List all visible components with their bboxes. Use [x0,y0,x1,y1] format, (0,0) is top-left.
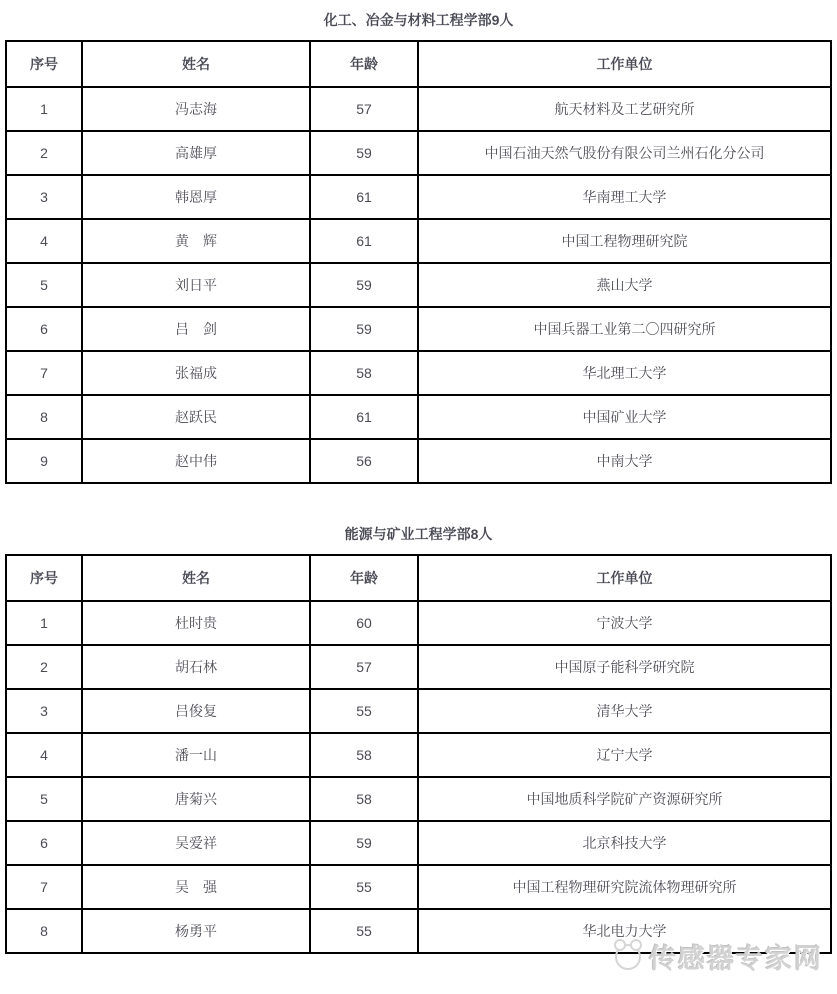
table-row [6,865,831,909]
column-header: 年龄 [310,555,418,601]
table-cell: 清华大学 [418,689,831,733]
table-cell: 辽宁大学 [418,733,831,777]
column-header: 工作单位 [418,41,831,87]
table-cell: 9 [6,439,82,483]
table-row [6,821,831,865]
table-cell: 60 [310,601,418,645]
table-row [6,87,831,131]
table-cell: 燕山大学 [418,263,831,307]
table-cell: 4 [6,219,82,263]
header-row [6,41,831,87]
table-title: 化工、冶金与材料工程学部9人 [323,12,514,28]
column-header: 序号 [6,41,82,87]
table-cell: 吴爱祥 [82,821,310,865]
table-cell: 赵跃民 [82,395,310,439]
table-cell: 7 [6,865,82,909]
table-cell: 张福成 [82,351,310,395]
table-row [6,645,831,689]
table-row [6,689,831,733]
table-cell: 宁波大学 [418,601,831,645]
table-cell: 1 [6,601,82,645]
table-cell: 刘日平 [82,263,310,307]
table-cell: 冯志海 [82,87,310,131]
table-cell: 潘一山 [82,733,310,777]
table-cell: 59 [310,263,418,307]
table-row [6,131,831,175]
table-title: 能源与矿业工程学部8人 [344,526,493,542]
table-cell: 吕俊复 [82,689,310,733]
table-cell: 6 [6,307,82,351]
table-cell: 黄 辉 [82,219,310,263]
table-cell: 8 [6,909,82,953]
section-energy-mining [0,484,837,954]
table-cell: 吕 剑 [82,307,310,351]
table-cell: 赵中伟 [82,439,310,483]
column-header: 姓名 [82,555,310,601]
table-cell: 中国地质科学院矿产资源研究所 [418,777,831,821]
table-row [6,777,831,821]
table-cell: 57 [310,87,418,131]
table-cell: 中国原子能科学研究院 [418,645,831,689]
column-header: 年龄 [310,41,418,87]
table-row [6,307,831,351]
table-cell: 3 [6,689,82,733]
section-chemical-metallurgy-materials [0,0,837,484]
table-cell: 59 [310,821,418,865]
table-cell: 北京科技大学 [418,821,831,865]
table-cell: 4 [6,733,82,777]
table-cell: 2 [6,131,82,175]
table-cell: 8 [6,395,82,439]
table-cell: 56 [310,439,418,483]
table-cell: 61 [310,175,418,219]
roster-table-chemical-metallurgy-materials [5,40,832,484]
table-cell: 杜时贵 [82,601,310,645]
roster-table-energy-mining [5,554,832,954]
table-row [6,439,831,483]
table-cell: 61 [310,219,418,263]
table-cell: 中国石油天然气股份有限公司兰州石化分公司 [418,131,831,175]
column-header: 序号 [6,555,82,601]
table-cell: 唐菊兴 [82,777,310,821]
table-cell: 高雄厚 [82,131,310,175]
table-row [6,909,831,953]
table-row [6,601,831,645]
table-cell: 57 [310,645,418,689]
table-cell: 华北理工大学 [418,351,831,395]
table-cell: 中国兵器工业第二〇四研究所 [418,307,831,351]
table-cell: 中南大学 [418,439,831,483]
table-cell: 6 [6,821,82,865]
table-row [6,733,831,777]
table-cell: 华北电力大学 [418,909,831,953]
table-cell: 5 [6,777,82,821]
table-cell: 中国矿业大学 [418,395,831,439]
header-row [6,555,831,601]
table-cell: 航天材料及工艺研究所 [418,87,831,131]
table-cell: 中国工程物理研究院流体物理研究所 [418,865,831,909]
table-cell: 7 [6,351,82,395]
table-cell: 58 [310,733,418,777]
column-header: 工作单位 [418,555,831,601]
table-cell: 59 [310,307,418,351]
table-cell: 55 [310,689,418,733]
table-row [6,219,831,263]
table-cell: 2 [6,645,82,689]
table-cell: 吴 强 [82,865,310,909]
table-row [6,351,831,395]
table-cell: 59 [310,131,418,175]
watermark-text: 传感器专家网 [649,944,823,974]
column-header: 姓名 [82,41,310,87]
table-cell: 华南理工大学 [418,175,831,219]
table-cell: 58 [310,351,418,395]
table-cell: 1 [6,87,82,131]
table-row [6,395,831,439]
table-cell: 55 [310,865,418,909]
table-cell: 55 [310,909,418,953]
table-row [6,263,831,307]
table-cell: 61 [310,395,418,439]
table-cell: 中国工程物理研究院 [418,219,831,263]
table-cell: 杨勇平 [82,909,310,953]
table-cell: 韩恩厚 [82,175,310,219]
table-row [6,175,831,219]
table-cell: 3 [6,175,82,219]
table-cell: 58 [310,777,418,821]
table-cell: 5 [6,263,82,307]
table-cell: 胡石林 [82,645,310,689]
